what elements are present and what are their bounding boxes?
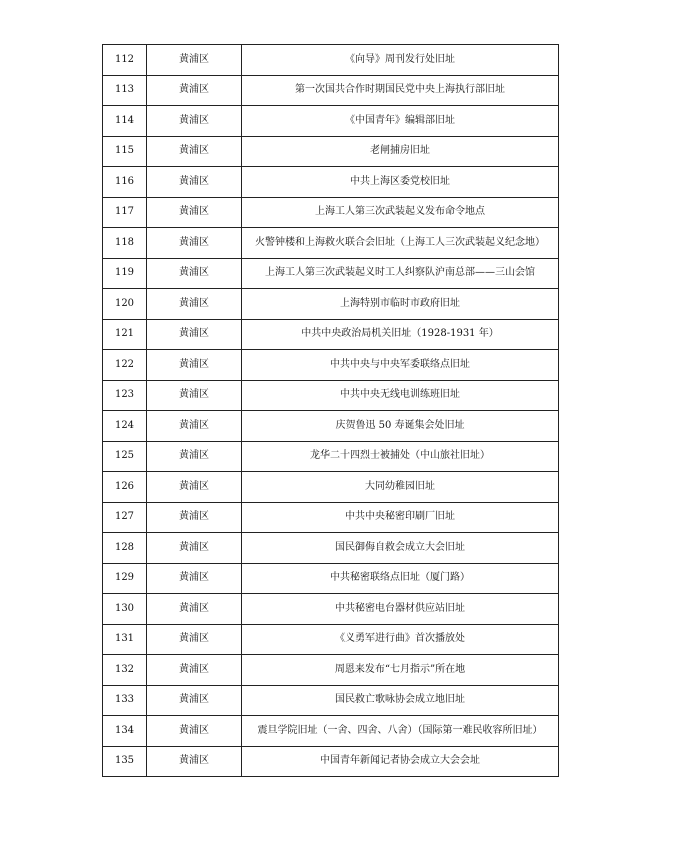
table-row (103, 380, 559, 411)
row-number-cell: 112 (103, 45, 147, 76)
table-row (103, 655, 559, 686)
site-name-cell: 第一次国共合作时期国民党中央上海执行部旧址 (242, 75, 559, 106)
district-cell: 黄浦区 (147, 533, 242, 564)
district-cell: 黄浦区 (147, 197, 242, 228)
table-row (103, 75, 559, 106)
site-name-cell: 上海工人第三次武装起义发布命令地点 (242, 197, 559, 228)
site-name-cell: 大同幼稚园旧址 (242, 472, 559, 503)
table-row (103, 441, 559, 472)
district-cell: 黄浦区 (147, 319, 242, 350)
site-name-cell: 周恩来发布“七月指示”所在地 (242, 655, 559, 686)
row-number-cell: 135 (103, 746, 147, 777)
site-name-cell: 中共上海区委党校旧址 (242, 167, 559, 198)
row-number-cell: 130 (103, 594, 147, 625)
table-row (103, 685, 559, 716)
district-cell: 黄浦区 (147, 228, 242, 259)
district-cell: 黄浦区 (147, 289, 242, 320)
table-row (103, 716, 559, 747)
site-name-cell: 国民御侮自救会成立大会旧址 (242, 533, 559, 564)
row-number-cell: 129 (103, 563, 147, 594)
site-name-cell: 《向导》周刊发行处旧址 (242, 45, 559, 76)
row-number-cell: 114 (103, 106, 147, 137)
table-row (103, 258, 559, 289)
row-number-cell: 118 (103, 228, 147, 259)
table-row (103, 197, 559, 228)
row-number-cell: 116 (103, 167, 147, 198)
district-cell: 黄浦区 (147, 350, 242, 381)
district-cell: 黄浦区 (147, 75, 242, 106)
district-cell: 黄浦区 (147, 624, 242, 655)
row-number-cell: 113 (103, 75, 147, 106)
district-cell: 黄浦区 (147, 258, 242, 289)
row-number-cell: 122 (103, 350, 147, 381)
district-cell: 黄浦区 (147, 45, 242, 76)
site-name-cell: 中共秘密电台器材供应站旧址 (242, 594, 559, 625)
row-number-cell: 120 (103, 289, 147, 320)
table-row (103, 533, 559, 564)
site-name-cell: 中共中央秘密印刷厂旧址 (242, 502, 559, 533)
row-number-cell: 124 (103, 411, 147, 442)
district-cell: 黄浦区 (147, 472, 242, 503)
site-name-cell: 火警钟楼和上海救火联合会旧址（上海工人三次武装起义纪念地） (242, 228, 559, 259)
site-name-cell: 国民救亡歌咏协会成立地旧址 (242, 685, 559, 716)
site-name-cell: 中国青年新闻记者协会成立大会会址 (242, 746, 559, 777)
site-name-cell: 上海特别市临时市政府旧址 (242, 289, 559, 320)
row-number-cell: 134 (103, 716, 147, 747)
table-row (103, 472, 559, 503)
district-cell: 黄浦区 (147, 441, 242, 472)
table-row (103, 136, 559, 167)
table-row (103, 289, 559, 320)
table-row (103, 228, 559, 259)
row-number-cell: 115 (103, 136, 147, 167)
district-cell: 黄浦区 (147, 655, 242, 686)
row-number-cell: 133 (103, 685, 147, 716)
table-row (103, 563, 559, 594)
table-row (103, 319, 559, 350)
site-name-cell: 《中国青年》编辑部旧址 (242, 106, 559, 137)
row-number-cell: 117 (103, 197, 147, 228)
row-number-cell: 123 (103, 380, 147, 411)
table-row (103, 746, 559, 777)
district-cell: 黄浦区 (147, 716, 242, 747)
site-name-cell: 中共中央与中央军委联络点旧址 (242, 350, 559, 381)
district-cell: 黄浦区 (147, 106, 242, 137)
table-row (103, 350, 559, 381)
table-row (103, 167, 559, 198)
row-number-cell: 132 (103, 655, 147, 686)
heritage-site-table (102, 44, 559, 777)
row-number-cell: 131 (103, 624, 147, 655)
district-cell: 黄浦区 (147, 594, 242, 625)
district-cell: 黄浦区 (147, 746, 242, 777)
site-name-cell: 中共中央无线电训练班旧址 (242, 380, 559, 411)
table-body (103, 45, 559, 777)
row-number-cell: 127 (103, 502, 147, 533)
table-row (103, 106, 559, 137)
site-name-cell: 震旦学院旧址（一舍、四舍、八舍）（国际第一难民收容所旧址） (242, 716, 559, 747)
site-name-cell: 中共秘密联络点旧址（厦门路） (242, 563, 559, 594)
district-cell: 黄浦区 (147, 685, 242, 716)
table-row (103, 624, 559, 655)
table-row (103, 594, 559, 625)
site-name-cell: 老闸捕房旧址 (242, 136, 559, 167)
site-name-cell: 龙华二十四烈士被捕处（中山旅社旧址） (242, 441, 559, 472)
district-cell: 黄浦区 (147, 136, 242, 167)
row-number-cell: 126 (103, 472, 147, 503)
site-name-cell: 中共中央政治局机关旧址（1928-1931 年） (242, 319, 559, 350)
district-cell: 黄浦区 (147, 563, 242, 594)
row-number-cell: 119 (103, 258, 147, 289)
site-name-cell: 上海工人第三次武装起义时工人纠察队沪南总部——三山会馆 (242, 258, 559, 289)
table-row (103, 502, 559, 533)
table-row (103, 45, 559, 76)
district-cell: 黄浦区 (147, 411, 242, 442)
row-number-cell: 125 (103, 441, 147, 472)
district-cell: 黄浦区 (147, 167, 242, 198)
row-number-cell: 128 (103, 533, 147, 564)
district-cell: 黄浦区 (147, 380, 242, 411)
table-row (103, 411, 559, 442)
district-cell: 黄浦区 (147, 502, 242, 533)
row-number-cell: 121 (103, 319, 147, 350)
site-name-cell: 《义勇军进行曲》首次播放处 (242, 624, 559, 655)
site-name-cell: 庆贺鲁迅 50 寿诞集会处旧址 (242, 411, 559, 442)
